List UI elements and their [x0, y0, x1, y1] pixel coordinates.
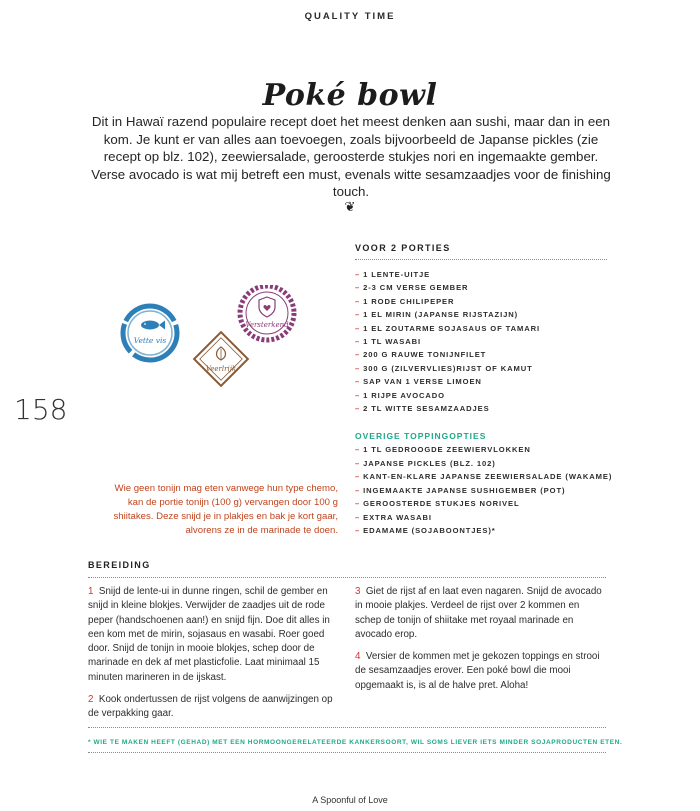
soy-footnote: * WIE TE MAKEN HEEFT (GEHAD) MET EEN HORMOONGERELATEERDE KANKERSOORT, WIL SOMS LIEVER IETS MINDER SOJAPRODUCTEN ETEN. — [88, 739, 623, 746]
preparation-step: 1 Snijd de lente-ui in dunne ringen, schil de gember en snijd in kleine blokjes. Verwijder de zaadjes uit de rode peper (handschoenen aan!) en snijd fijn. Doe dit alles in een kom met de mirin, sojasaus en wasabi. Roer goed door. Snijd de tonijn in mooie blokjes, schep door de marinade en dek af met plasticfolie. Laat minimaal 15 minuten marineren in de ijskast. — [88, 586, 330, 683]
list-item: – 1 TL WASABI — [355, 337, 421, 347]
divider — [355, 259, 607, 260]
ingredients-heading: VOOR 2 PORTIES — [355, 243, 451, 253]
list-item: – EDAMAME (SOJABOONTJES)* — [355, 525, 496, 535]
strength-badge — [240, 286, 294, 340]
divider — [88, 752, 606, 753]
dash-icon: – — [355, 323, 361, 333]
ingredient-list — [355, 268, 645, 415]
veggie-badge — [194, 332, 248, 386]
list-item: – 1 EL MIRIN (JAPANSE RIJSTAZIJN) — [355, 310, 519, 320]
veggie-badge-label: Veerlrijk — [205, 365, 237, 373]
recipe-title: Poké bowl — [262, 78, 438, 113]
divider — [88, 727, 606, 728]
list-item: – SAP VAN 1 VERSE LIMOEN — [355, 377, 482, 387]
list-item: – 1 TL GEDROOGDE ZEEWIERVLOKKEN — [355, 445, 531, 455]
step-number: 4 — [355, 651, 361, 663]
dash-icon: – — [355, 525, 361, 535]
list-item: – 1 EL ZOUTARME SOJASAUS OF TAMARI — [355, 323, 541, 333]
list-item: – JAPANSE PICKLES (BLZ. 102) — [355, 458, 496, 468]
list-item: – 1 RIJPE AVOCADO — [355, 390, 445, 400]
preparation-column-left — [88, 585, 336, 722]
substitution-tip: Wie geen tonijn mag eten vanwege hun type chemo, kan de portie tonijn (100 g) vervangen door 100 g shiitakes. Deze snijd je in plakjes en bak je kort gaar, alvorens ze in de marinade te doen. — [113, 483, 338, 536]
list-item: – 2 TL WITTE SESAMZAADJES — [355, 404, 490, 414]
topping-list — [355, 443, 645, 537]
dash-icon: – — [355, 270, 361, 279]
topping-options-heading: OVERIGE TOPPINGOPTIES — [355, 431, 487, 442]
list-item: – INGEMAAKTE JAPANSE SUSHIGEMBER (POT) — [355, 485, 566, 495]
preparation-heading: BEREIDING — [88, 560, 151, 570]
dash-icon: – — [355, 472, 361, 482]
ornament-icon: ❦ — [344, 199, 356, 214]
dash-icon: – — [355, 458, 361, 468]
preparation-step: 3 Giet de rijst af en laat even nagaren. Snijd de avocado in mooie plakjes. Verdeel de rijst over 2 kommen en schep de tonijn of shiitake met royaal marinade en avocado erop. — [355, 586, 602, 640]
dash-icon: – — [355, 363, 361, 373]
list-item: – 1 LENTE-UITJE — [355, 270, 431, 279]
book-title-footer: A Spoonful of Love — [312, 795, 388, 805]
dash-icon: – — [355, 310, 361, 320]
step-number: 1 — [88, 586, 94, 597]
fish-badge-label: Vette vis — [133, 336, 167, 345]
step-number: 2 — [88, 694, 94, 706]
list-item: – 300 G (ZILVERVLIES)RIJST OF KAMUT — [355, 363, 533, 373]
dash-icon: – — [355, 445, 361, 455]
diet-badges — [115, 285, 345, 405]
list-item: – 1 RODE CHILIPEPER — [355, 296, 455, 306]
list-item: – EXTRA WASABI — [355, 512, 432, 522]
dash-icon: – — [355, 512, 361, 522]
page-number: 158 — [14, 393, 68, 426]
dash-icon: – — [355, 499, 361, 509]
dash-icon: – — [355, 283, 361, 293]
step-number: 3 — [355, 586, 361, 597]
preparation-step: 4 Versier de kommen met je gekozen toppings en strooi de sesamzaadjes erover. Een poké bowl die mooi opgemaakt is, is al de halve pret. Aloha! — [355, 651, 600, 691]
dash-icon: – — [355, 404, 361, 414]
list-item: – 2-3 CM VERSE GEMBER — [355, 283, 469, 293]
preparation-step: 2 Kook ondertussen de rijst volgens de aanwijzingen op de verpakking gaar. — [88, 694, 333, 720]
list-item: – KANT-EN-KLARE JAPANSE ZEEWIERSALADE (WAKAME) — [355, 472, 613, 482]
dash-icon: – — [355, 485, 361, 495]
preparation-column-right — [355, 585, 605, 693]
dash-icon: – — [355, 390, 361, 400]
fish-badge — [123, 306, 177, 360]
dash-icon: – — [355, 337, 361, 347]
list-item: – 200 G RAUWE TONIJNFILET — [355, 350, 487, 360]
ingredients-section — [355, 243, 645, 537]
dash-icon: – — [355, 377, 361, 387]
section-header: QUALITY TIME — [304, 11, 396, 22]
list-item: – GEROOSTERDE STUKJES NORIVEL — [355, 499, 520, 509]
divider — [88, 577, 606, 578]
recipe-intro: Dit in Hawaï razend populaire recept doet het meest denken aan sushi, maar dan in een kom. Je kunt er van alles aan toevoegen, zoals bijvoorbeeld de Japanse pickles (zie recept op blz. 102), zeewiersalade, geroosterde stukjes nori en ingemaakte gember. Verse avocado is wat mij betreft een must, evenals witte sesamzaadjes voor de finishing touch. — [91, 114, 611, 199]
dash-icon: – — [355, 296, 361, 306]
strength-badge-label: Versterkend — [245, 321, 289, 329]
dash-icon: – — [355, 350, 361, 360]
